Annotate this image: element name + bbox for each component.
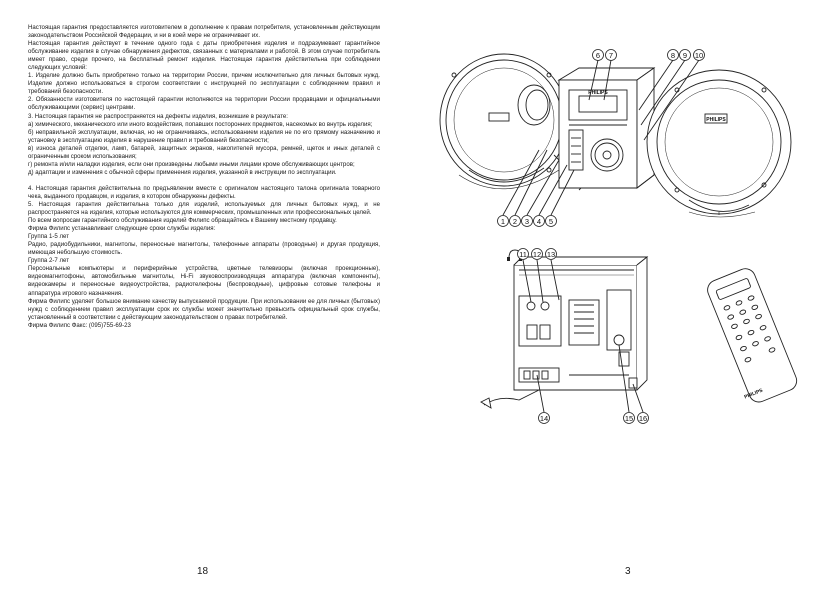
- callout-rear-11: [518, 249, 529, 260]
- unit-brand-label: PHILIPS: [588, 90, 608, 96]
- callout-top-10: [694, 50, 705, 61]
- callout-top-9: [680, 50, 691, 61]
- warranty-paragraph: д) адаптации и изменения с обычной сферы применения изделия, указанной в инструкции по эксплуатации.: [28, 168, 337, 176]
- callout-rear-12: [532, 249, 543, 260]
- callout-top-8: [668, 50, 679, 61]
- warranty-paragraph: 4. Настоящая гарантия действительна по предъявлении вместе с оригиналом настоящего талона оригинала товарного чека, выданного продавцом, и изделия, в котором обнаружены дефекты.: [28, 184, 380, 200]
- right-speaker-drawing: [647, 70, 791, 217]
- paragraph-gap: [28, 177, 380, 185]
- headphone-icon: [507, 257, 510, 261]
- callout-rear-16: [638, 413, 649, 424]
- product-illustration: [419, 0, 839, 595]
- warranty-paragraph: 5. Настоящая гарантия действительна только для изделий, используемых для личных бытовых нужд, и не распространяется на изделия, которые используются для коммерческих, промышленных или профессиональных целей.: [28, 200, 380, 217]
- warranty-paragraph: Персональные компьютеры и периферийные устройства, цветные телевизоры (включая проекционные), видеомагнитофоны, автомобильные магнитолы, Hi-Fi звуковоспроизводящая аппаратура (включая компоненты), видеокамеры и переносные видеоустройства, радиотелефоны (беспроводные), цифровые сотовые телефоны и аппаратура игрового назначения.: [28, 265, 380, 297]
- warranty-paragraph: Группа 2-7 лет: [28, 257, 70, 265]
- callout-front-3: [522, 216, 533, 227]
- callout-front-1: [498, 216, 509, 227]
- callout-rear-14: [539, 413, 550, 424]
- callout-front-5: [546, 216, 557, 227]
- svg-text:8: 8: [670, 51, 676, 60]
- warranty-paragraph: Фирма Филипс уделяет большое внимание качеству выпускаемой продукции. При использовании ее для личных (бытовых) нужд с соблюдением правил эксплуатации срок их службы может значительно превысить официальный срок службы, установленный в соответствии с действующим законодательством о правах потребителей.: [28, 297, 380, 321]
- callout-top-7: [606, 50, 617, 61]
- warranty-paragraph: Фирма Филипс Факс: (095)755-69-23: [28, 321, 131, 329]
- svg-text:4: 4: [536, 217, 542, 226]
- warranty-paragraph: Радио, радиобудильники, магнитолы, переносные магнитолы, телефонные аппараты (проводные) и другая продукция, имеющая небольшую стоимость.: [28, 241, 380, 257]
- warranty-text: [28, 24, 380, 330]
- warranty-paragraph: Настоящая гарантия предоставляется изготовителем в дополнение к правам потребителя, установленным действующим законодательством Российской Федерации, и ни в коей мере не ограничивает их.: [28, 24, 380, 40]
- page-number: 3: [625, 566, 631, 577]
- svg-text:16: 16: [638, 414, 648, 423]
- svg-text:3: 3: [524, 217, 530, 226]
- svg-text:5: 5: [548, 217, 554, 226]
- remote-brand-label: PHILIPS: [743, 387, 764, 401]
- speaker-brand-label: PHILIPS: [706, 117, 726, 123]
- warranty-paragraph: г) ремонта и/или наладки изделия, если они произведены любыми иными лицами кроме обслуживающих центров;: [28, 160, 355, 168]
- remote-control-drawing: [705, 266, 800, 405]
- warranty-paragraph: По всем вопросам гарантийного обслуживания изделий Филипс обращайтесь к Вашему местному продавцу.: [28, 217, 337, 225]
- svg-text:13: 13: [546, 250, 556, 259]
- callout-rear-15: [624, 413, 635, 424]
- callout-front-2: [510, 216, 521, 227]
- svg-text:1: 1: [500, 217, 506, 226]
- left-page: [0, 0, 419, 595]
- warranty-paragraph: 2. Обязанности изготовителя по настоящей гарантии исполняются на территории России продавцами и официальными обслуживающими (сервис) центрами.: [28, 96, 380, 112]
- svg-text:6: 6: [595, 51, 601, 60]
- svg-text:9: 9: [682, 51, 688, 60]
- warranty-paragraph: в) износа деталей отделки, ламп, батарей, защитных экранов, накопителей мусора, ремней, щеток и иных деталей с ограниченным сроком использования;: [28, 144, 380, 160]
- rear-panel-drawing: [481, 257, 647, 408]
- svg-text:11: 11: [519, 250, 527, 259]
- warranty-paragraph: а) химического, механического или иного воздействия, попавших посторонних предметов, насекомых во внутрь изделия;: [28, 120, 373, 128]
- warranty-paragraph: Группа 1-5 лет: [28, 233, 70, 241]
- svg-text:15: 15: [624, 414, 634, 423]
- svg-text:7: 7: [608, 51, 614, 60]
- svg-text:10: 10: [694, 51, 704, 60]
- svg-text:14: 14: [539, 414, 549, 423]
- warranty-paragraph: 1. Изделие должно быть приобретено только на территории России, причем исключительно для личных бытовых нужд. Изделие должно использоваться в строгом соответствии с инструкцией по эксплуатации с соблюдением правил и требований безопасности.: [28, 72, 380, 96]
- warranty-paragraph: Настоящая гарантия действует в течение одного года с даты приобретения изделия и подразумевает гарантийное обслуживание изделия в случае обнаружения дефектов, связанных с материалами и работой. В этом случае потребитель имеет право, среди прочего, на бесплатный ремонт изделия. Настоящая гарантия действительна при соблюдении следующих условий:: [28, 40, 380, 72]
- page-number: 18: [197, 566, 209, 577]
- callout-rear-13: [546, 249, 557, 260]
- callout-front-4: [534, 216, 545, 227]
- right-page: [419, 0, 839, 595]
- warranty-paragraph: 3. Настоящая гарантия не распространяется на дефекты изделия, возникшие в результате:: [28, 112, 288, 120]
- svg-text:2: 2: [512, 217, 518, 226]
- callout-top-6: [593, 50, 604, 61]
- warranty-paragraph: Фирма Филипс устанавливает следующие сроки службы изделия:: [28, 225, 216, 233]
- svg-text:12: 12: [532, 250, 542, 259]
- warranty-paragraph: б) неправильной эксплуатации, включая, но не ограничиваясь, использованием изделия не по его прямому назначению и установку в эксплуатацию изделия в нарушение правил и требований безопасности;: [28, 128, 380, 144]
